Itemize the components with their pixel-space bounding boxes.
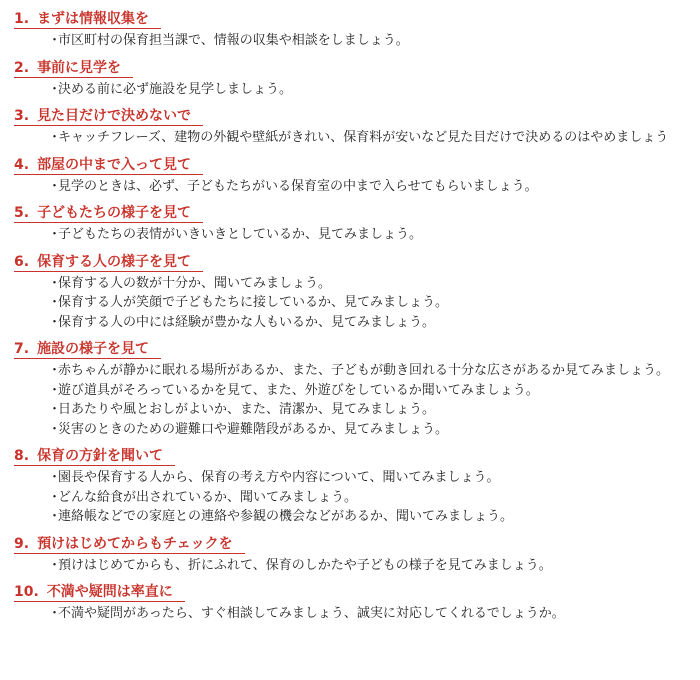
section-heading — [14, 447, 175, 466]
list-item — [50, 488, 688, 508]
section-heading — [14, 253, 203, 272]
section-title: 事前に見学を — [37, 59, 122, 76]
list-item-text: キャッチフレーズ、建物の外観や壁紙がきれい、保育料が安いなど見た目だけで決めるのはやめましょう — [58, 130, 669, 145]
bullet-icon: ・ — [48, 489, 62, 505]
section-number: 9. — [14, 535, 30, 552]
section-title: まずは情報収集を — [37, 11, 150, 27]
section-heading — [14, 156, 203, 175]
bullet-icon: ・ — [48, 557, 62, 573]
bullet-icon: ・ — [48, 470, 62, 485]
section-number: 4. — [14, 156, 30, 173]
list-item-text: どんな給食が出されているか、聞いてみましょう。 — [58, 489, 358, 505]
bullet-icon: ・ — [48, 363, 62, 378]
checklist-section — [14, 57, 688, 100]
section-number: 10. — [14, 584, 39, 600]
section-title: 保育する人の様子を見て — [37, 253, 192, 270]
list-item — [50, 274, 688, 294]
list-item — [50, 80, 688, 100]
section-heading — [14, 340, 161, 359]
list-item — [50, 400, 688, 420]
section-number: 2. — [14, 59, 30, 76]
list-item-text: 市区町村の保育担当課で、情報の収集や相談をしましょう。 — [58, 33, 409, 48]
checklist-section — [14, 445, 688, 527]
section-number: 1. — [14, 11, 30, 27]
bullet-icon: ・ — [48, 606, 62, 621]
bullet-icon: ・ — [48, 402, 62, 417]
list-item — [50, 31, 688, 51]
section-title: 見た目だけで決めないで — [37, 108, 192, 124]
list-item — [50, 604, 688, 624]
section-heading — [14, 204, 203, 223]
bullet-icon: ・ — [48, 130, 62, 145]
list-item-text: 不満や疑問があったら、すぐ相談してみましょう、誠実に対応してくれるでしょうか。 — [58, 606, 565, 621]
list-item — [50, 361, 688, 381]
list-item-text: 預けはじめてからも、折にふれて、保育のしかたや子どもの様子を見てみましょう。 — [58, 557, 552, 573]
section-title: 子どもたちの様子を見て — [37, 205, 192, 221]
bullet-icon: ・ — [48, 33, 62, 48]
section-number: 5. — [14, 205, 30, 221]
section-title: 保育の方針を聞いて — [37, 448, 164, 464]
list-item-text: 見学のときは、必ず、子どもたちがいる保育室の中まで入らせてもらいましょう。 — [58, 178, 538, 194]
list-item-text: 園長や保育する人から、保育の考え方や内容について、聞いてみましょう。 — [58, 470, 500, 485]
checklist-section — [14, 251, 688, 333]
list-item-text: 連絡帳などでの家庭との連絡や参観の機会などがあるか、聞いてみましょう。 — [58, 509, 514, 524]
section-item-list — [14, 556, 688, 576]
section-number: 6. — [14, 253, 30, 270]
section-item-list — [14, 31, 688, 51]
section-item-list — [14, 80, 688, 100]
section-heading — [14, 59, 133, 78]
checklist-section — [14, 8, 688, 51]
list-item — [50, 381, 688, 401]
list-item-text: 保育する人の中には経験が豊かな人もいるか、見てみましょう。 — [58, 314, 436, 330]
bullet-icon: ・ — [48, 81, 62, 97]
section-item-list — [14, 274, 688, 333]
list-item-text: 子どもたちの表情がいきいきとしているか、見てみましょう。 — [58, 227, 423, 242]
section-item-list — [14, 468, 688, 527]
section-number: 7. — [14, 341, 30, 357]
section-item-list — [14, 361, 688, 439]
list-item — [50, 128, 688, 148]
section-title: 不満や疑問は率直に — [46, 584, 173, 600]
section-title: 部屋の中まで入って見て — [37, 156, 192, 173]
section-heading — [14, 535, 245, 554]
section-item-list — [14, 604, 688, 624]
bullet-icon: ・ — [48, 509, 62, 524]
list-item — [50, 420, 688, 440]
list-item — [50, 177, 688, 197]
list-item — [50, 293, 688, 313]
bullet-icon: ・ — [48, 421, 62, 437]
checklist-section — [14, 581, 688, 624]
section-item-list — [14, 177, 688, 197]
list-item-text: 遊び道具がそろっているかを見て、また、外遊びをしているか聞いてみましょう。 — [58, 382, 539, 398]
section-heading — [14, 10, 161, 29]
section-heading — [14, 107, 203, 126]
list-item — [50, 225, 688, 245]
list-item — [50, 556, 688, 576]
section-number: 8. — [14, 448, 30, 464]
checklist-section — [14, 533, 688, 576]
list-item-text: 日あたりや風とおしがよいか、また、清潔か、見てみましょう。 — [58, 402, 436, 417]
checklist-section — [14, 338, 688, 439]
list-item — [50, 468, 688, 488]
section-heading — [14, 583, 185, 602]
bullet-icon: ・ — [48, 295, 62, 310]
list-item-text: 赤ちゃんが静かに眠れる場所があるか、また、子どもが動き回れる十分な広さがあるか見てみましょう。 — [58, 363, 670, 378]
section-number: 3. — [14, 108, 30, 124]
checklist-section — [14, 105, 688, 148]
list-item — [50, 507, 688, 527]
section-title: 施設の様子を見て — [37, 341, 150, 357]
bullet-icon: ・ — [48, 227, 62, 242]
section-title: 預けはじめてからもチェックを — [37, 535, 233, 552]
checklist-section — [14, 202, 688, 245]
list-item-text: 決める前に必ず施設を見学しましょう。 — [58, 81, 293, 97]
bullet-icon: ・ — [48, 382, 62, 398]
section-item-list — [14, 225, 688, 245]
section-item-list — [14, 128, 688, 148]
bullet-icon: ・ — [48, 178, 62, 194]
bullet-icon: ・ — [48, 275, 62, 291]
list-item-text: 災害のときのための避難口や避難階段があるか、見てみましょう。 — [58, 421, 449, 437]
list-item-text: 保育する人の数が十分か、聞いてみましょう。 — [58, 275, 332, 291]
list-item — [50, 313, 688, 333]
checklist-section — [14, 154, 688, 197]
list-item-text: 保育する人が笑顔で子どもたちに接しているか、見てみましょう。 — [58, 295, 449, 310]
bullet-icon: ・ — [48, 314, 62, 330]
